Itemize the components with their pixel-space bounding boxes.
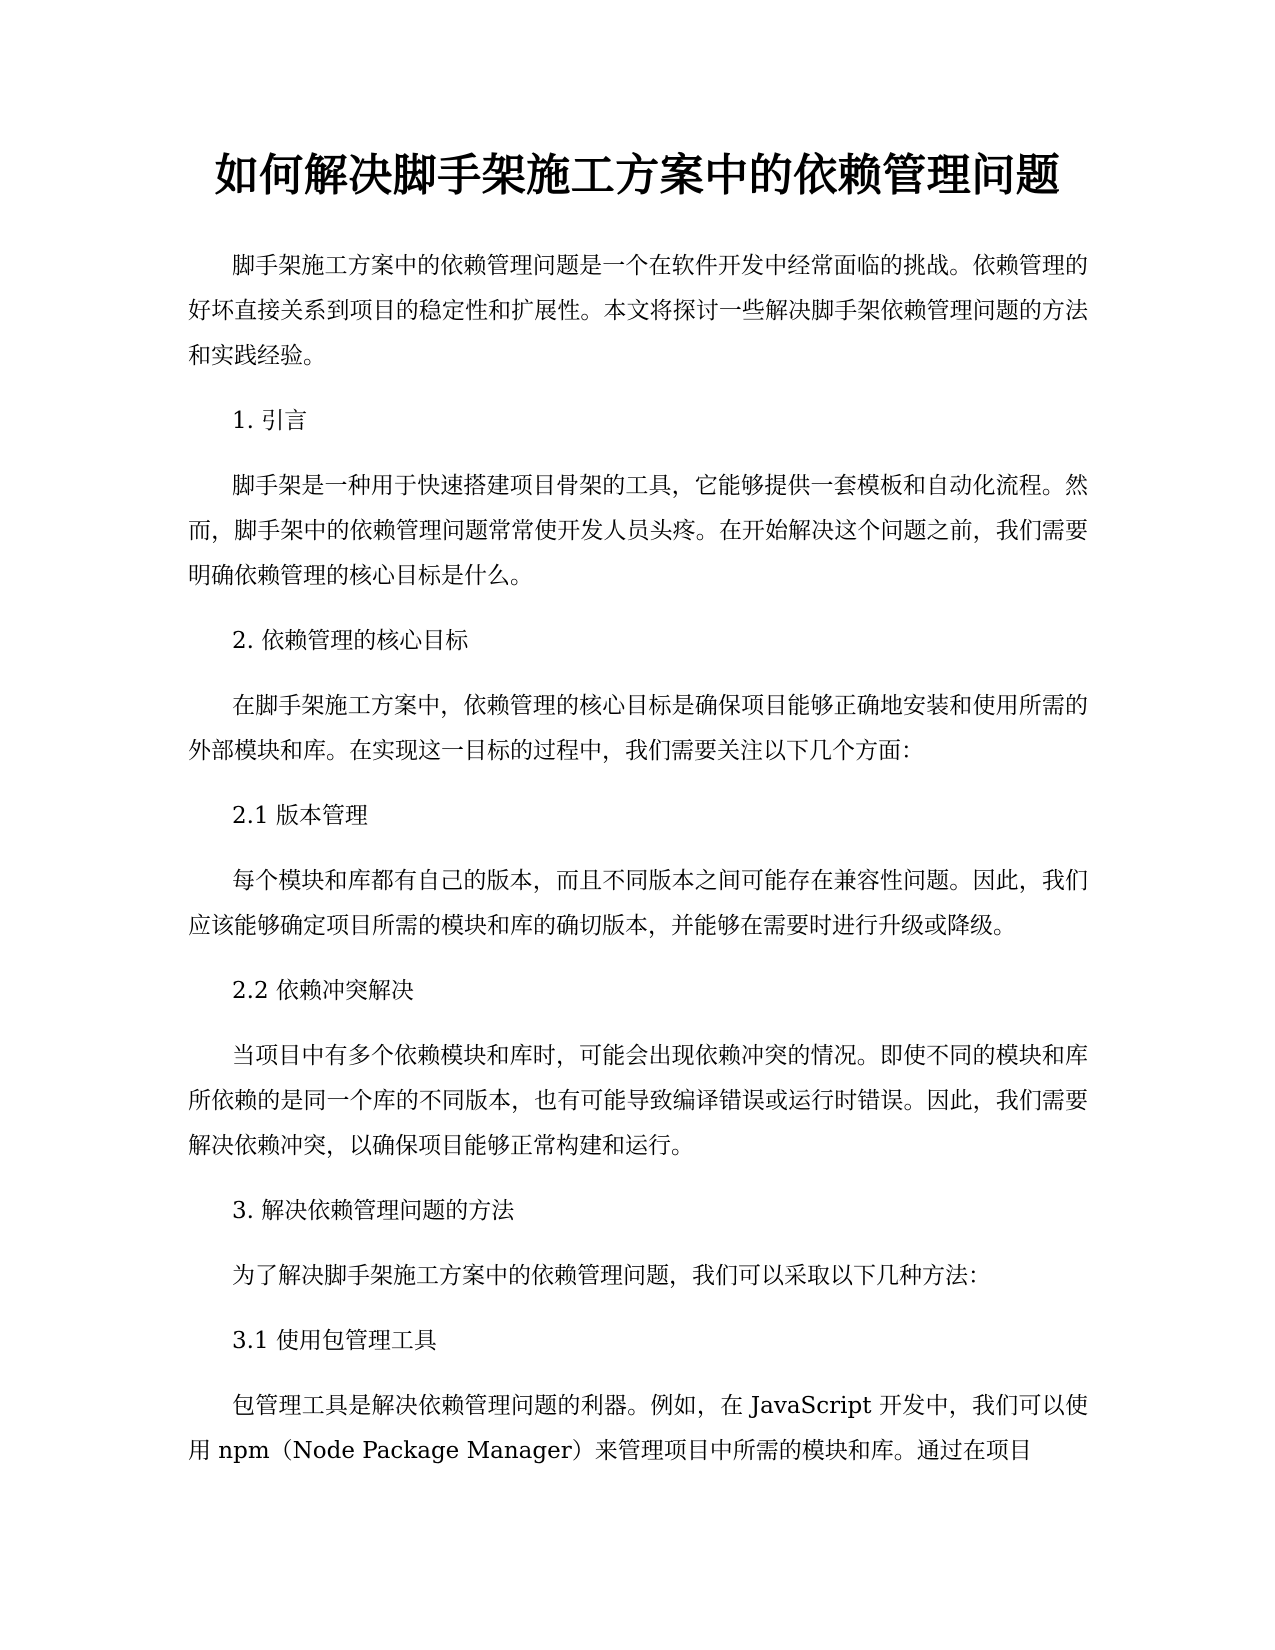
paragraph-3-intro: 为了解决脚手架施工方案中的依赖管理问题，我们可以采取以下几种方法： xyxy=(232,1263,991,1289)
section-heading-2: 2. 依赖管理的核心目标 xyxy=(232,628,469,654)
section-heading-2-1: 2.1 版本管理 xyxy=(232,803,368,829)
paragraph-3-1: 包管理工具是解决依赖管理问题的利器。例如，在 JavaScript 开发中，我们可以使用 npm（Node Package Manager）来管理项目中所需的模块和库。通过在项目 xyxy=(188,1393,1088,1464)
paragraph-2-1: 每个模块和库都有自己的版本，而且不同版本之间可能存在兼容性问题。因此，我们应该能够确定项目所需的模块和库的确切版本，并能够在需要时进行升级或降级。 xyxy=(188,868,1088,939)
section-heading-3-1: 3.1 使用包管理工具 xyxy=(232,1328,437,1354)
paragraph-2: 在脚手架施工方案中，依赖管理的核心目标是确保项目能够正确地安装和使用所需的外部模块和库。在实现这一目标的过程中，我们需要关注以下几个方面： xyxy=(188,693,1088,764)
section-heading-2-2: 2.2 依赖冲突解决 xyxy=(232,978,414,1004)
section-heading-3: 3. 解决依赖管理问题的方法 xyxy=(232,1198,515,1224)
paragraph-intro: 脚手架施工方案中的依赖管理问题是一个在软件开发中经常面临的挑战。依赖管理的好坏直接关系到项目的稳定性和扩展性。本文将探讨一些解决脚手架依赖管理问题的方法和实践经验。 xyxy=(188,253,1088,369)
document-body xyxy=(188,244,1088,1494)
paragraph-1: 脚手架是一种用于快速搭建项目骨架的工具，它能够提供一套模板和自动化流程。然而，脚手架中的依赖管理问题常常使开发人员头疼。在开始解决这个问题之前，我们需要明确依赖管理的核心目标是什么。 xyxy=(188,473,1088,589)
paragraph-2-2: 当项目中有多个依赖模块和库时，可能会出现依赖冲突的情况。即使不同的模块和库所依赖的是同一个库的不同版本，也有可能导致编译错误或运行时错误。因此，我们需要解决依赖冲突，以确保项目能够正常构建和运行。 xyxy=(188,1043,1088,1159)
document-title: 如何解决脚手架施工方案中的依赖管理问题 xyxy=(214,150,1061,201)
section-heading-1: 1. 引言 xyxy=(232,408,308,434)
